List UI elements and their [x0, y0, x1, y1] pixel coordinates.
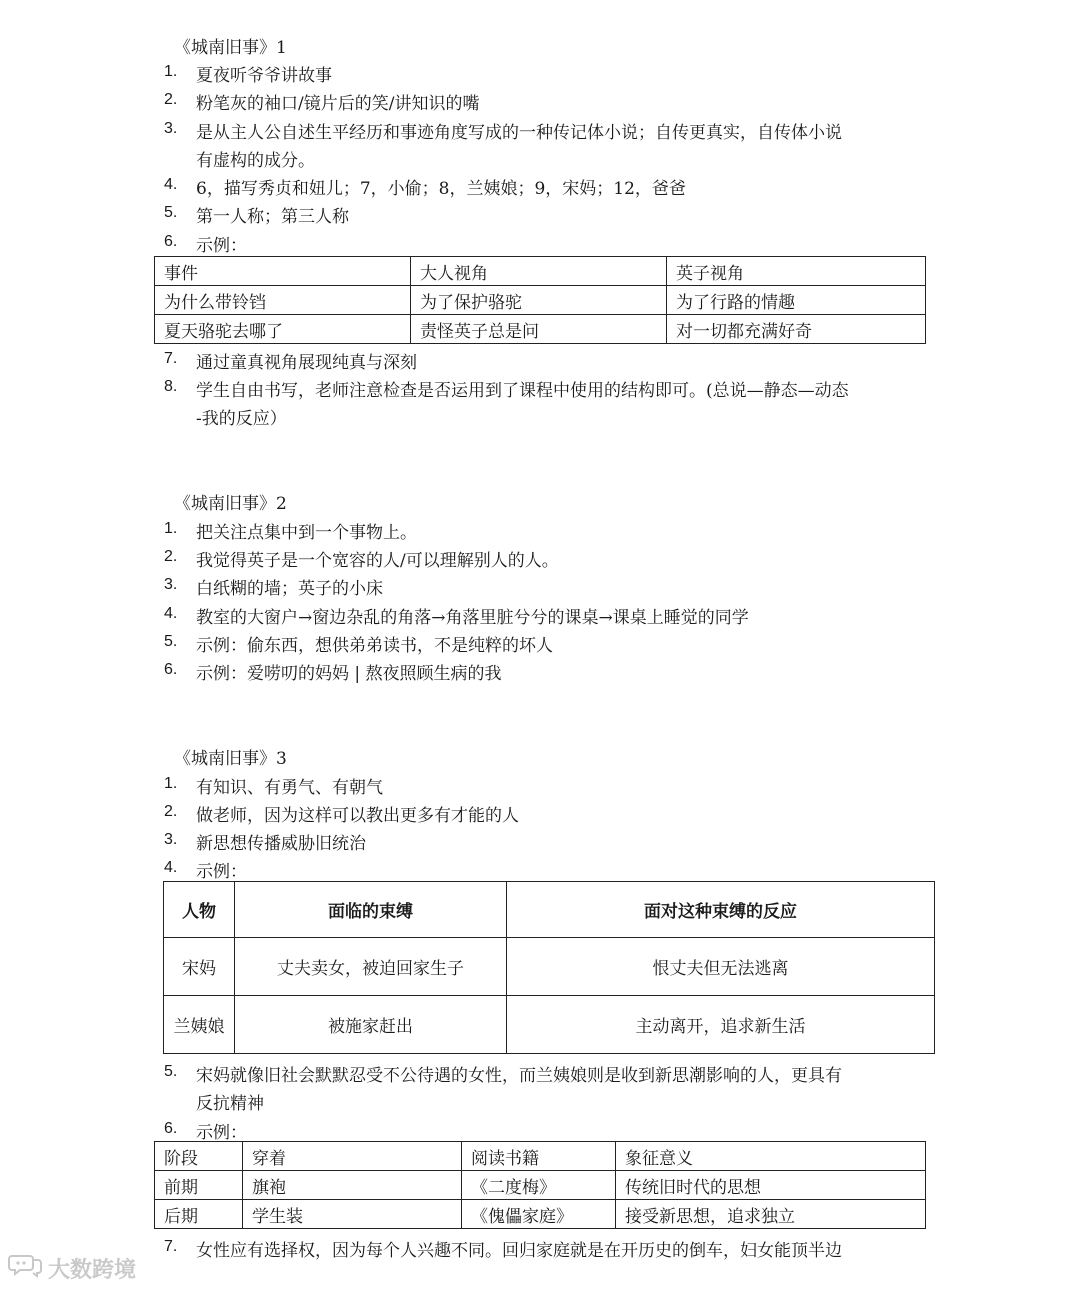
- s2-item-2-number: 2.: [164, 548, 178, 565]
- s3-item-7-number: 7.: [164, 1238, 178, 1255]
- s1-item-8-text-line-1: 学生自由书写，老师注意检查是否运用到了课程中使用的结构即可。(总说—静态—动态: [196, 381, 849, 401]
- s2-item-4-text: 教室的大窗户→窗边杂乱的角落→角落里脏兮兮的课桌→课桌上睡觉的同学: [196, 608, 749, 628]
- table-cell: 对一切都充满好奇: [667, 315, 926, 344]
- table-cell: 丈夫卖女，被迫回家生子: [235, 938, 507, 996]
- s3-item-4-text: 示例：: [196, 862, 247, 882]
- s3-item-4-number: 4.: [164, 859, 178, 876]
- table-row: [164, 996, 935, 1054]
- s2-item-5-text: 示例：偷东西，想供弟弟读书，不是纯粹的坏人: [196, 636, 553, 656]
- table-header-cell: 面对这种束缚的反应: [507, 882, 935, 938]
- s1-item-7-number: 7.: [164, 350, 178, 367]
- table-header-cell: 人物: [164, 882, 235, 938]
- table-cell: 夏天骆驼去哪了: [155, 315, 411, 344]
- table-header-cell: 大人视角: [411, 257, 667, 286]
- stages-table: [154, 1141, 926, 1229]
- table-cell: 恨丈夫但无法逃离: [507, 938, 935, 996]
- watermark-text: 大数跨境: [48, 1257, 137, 1283]
- constraints-table: [163, 881, 935, 1054]
- table-header-cell: 穿着: [243, 1142, 462, 1171]
- table-header-cell: 事件: [155, 257, 411, 286]
- s3-item-2-number: 2.: [164, 803, 178, 820]
- table-row: [155, 1171, 926, 1200]
- table-cell: 前期: [155, 1171, 243, 1200]
- s1-item-4-text: 6，描写秀贞和妞儿；7，小偷；8，兰姨娘；9，宋妈；12，爸爸: [196, 179, 686, 199]
- chat-bubble-icon: [8, 1252, 44, 1284]
- s1-item-1-text: 夏夜听爷爷讲故事: [196, 66, 332, 86]
- s3-item-5-text-line-1: 宋妈就像旧社会默默忍受不公待遇的女性，而兰姨娘则是收到新思潮影响的人，更具有: [196, 1066, 842, 1086]
- table-row: [155, 315, 926, 344]
- table-cell: 《二度梅》: [462, 1171, 616, 1200]
- table-header-cell: 阶段: [155, 1142, 243, 1171]
- table-cell: 学生装: [243, 1200, 462, 1229]
- table-header-cell: 阅读书籍: [462, 1142, 616, 1171]
- s3-item-5-text-line-2: 反抗精神: [196, 1094, 264, 1114]
- s1-item-8-number: 8.: [164, 378, 178, 395]
- table-header-cell: 英子视角: [667, 257, 926, 286]
- s1-item-1-number: 1.: [164, 63, 178, 80]
- s1-item-3-number: 3.: [164, 120, 178, 137]
- s1-item-3-text-line-1: 是从主人公自述生平经历和事迹角度写成的一种传记体小说；自传更真实，自传体小说: [196, 123, 842, 143]
- table-cell: 为了保护骆驼: [411, 286, 667, 315]
- table-cell: 为什么带铃铛: [155, 286, 411, 315]
- table-cell: 后期: [155, 1200, 243, 1229]
- table-cell: 主动离开，追求新生活: [507, 996, 935, 1054]
- s3-item-1-number: 1.: [164, 775, 178, 792]
- table-cell: 接受新思想，追求独立: [616, 1200, 926, 1229]
- table-cell: 《傀儡家庭》: [462, 1200, 616, 1229]
- section-3-title: 《城南旧事》3: [174, 749, 287, 769]
- table-header-row: [155, 257, 926, 286]
- s2-item-1-number: 1.: [164, 520, 178, 537]
- s1-item-2-text: 粉笔灰的袖口/镜片后的笑/讲知识的嘴: [196, 94, 480, 114]
- section-1-title: 《城南旧事》1: [174, 38, 287, 58]
- table-row: [155, 1200, 926, 1229]
- table-cell: 宋妈: [164, 938, 235, 996]
- s1-item-8-text-line-2: -我的反应）: [196, 409, 287, 429]
- table-cell: 被施家赶出: [235, 996, 507, 1054]
- table-cell: 责怪英子总是问: [411, 315, 667, 344]
- section-2-title: 《城南旧事》2: [174, 494, 287, 514]
- s1-item-6-number: 6.: [164, 233, 178, 250]
- s3-item-6-number: 6.: [164, 1120, 178, 1137]
- table-header-row: [155, 1142, 926, 1171]
- table-header-row: [164, 882, 935, 938]
- s1-item-6-text: 示例：: [196, 236, 247, 256]
- s2-item-2-text: 我觉得英子是一个宽容的人/可以理解别人的人。: [196, 551, 559, 571]
- s3-item-5-number: 5.: [164, 1063, 178, 1080]
- s3-item-2-text: 做老师，因为这样可以教出更多有才能的人: [196, 806, 519, 826]
- table-cell: 为了行路的情趣: [667, 286, 926, 315]
- s2-item-5-number: 5.: [164, 633, 178, 650]
- s1-item-5-text: 第一人称；第三人称: [196, 207, 349, 227]
- s3-item-3-text: 新思想传播威胁旧统治: [196, 834, 366, 854]
- perspective-table: [154, 256, 926, 344]
- s1-item-5-number: 5.: [164, 204, 178, 221]
- s2-item-6-number: 6.: [164, 661, 178, 678]
- s2-item-3-text: 白纸糊的墙；英子的小床: [196, 579, 383, 599]
- s2-item-1-text: 把关注点集中到一个事物上。: [196, 523, 417, 543]
- s2-item-6-text: 示例：爱唠叨的妈妈 | 熬夜照顾生病的我: [196, 664, 502, 684]
- table-cell: 旗袍: [243, 1171, 462, 1200]
- s2-item-3-number: 3.: [164, 576, 178, 593]
- table-cell: 传统旧时代的思想: [616, 1171, 926, 1200]
- table-row: [155, 286, 926, 315]
- s1-item-4-number: 4.: [164, 176, 178, 193]
- watermark: [8, 1252, 136, 1284]
- table-header-cell: 面临的束缚: [235, 882, 507, 938]
- table-cell: 兰姨娘: [164, 996, 235, 1054]
- s1-item-2-number: 2.: [164, 91, 178, 108]
- table-row: [164, 938, 935, 996]
- s3-item-7-text: 女性应有选择权，因为每个人兴趣不同。回归家庭就是在开历史的倒车，妇女能顶半边: [196, 1241, 842, 1261]
- s2-item-4-number: 4.: [164, 605, 178, 622]
- s3-item-1-text: 有知识、有勇气、有朝气: [196, 778, 383, 798]
- table-header-cell: 象征意义: [616, 1142, 926, 1171]
- s1-item-7-text: 通过童真视角展现纯真与深刻: [196, 353, 417, 373]
- s1-item-3-text-line-2: 有虚构的成分。: [196, 151, 315, 171]
- s3-item-6-text: 示例：: [196, 1123, 247, 1143]
- s3-item-3-number: 3.: [164, 831, 178, 848]
